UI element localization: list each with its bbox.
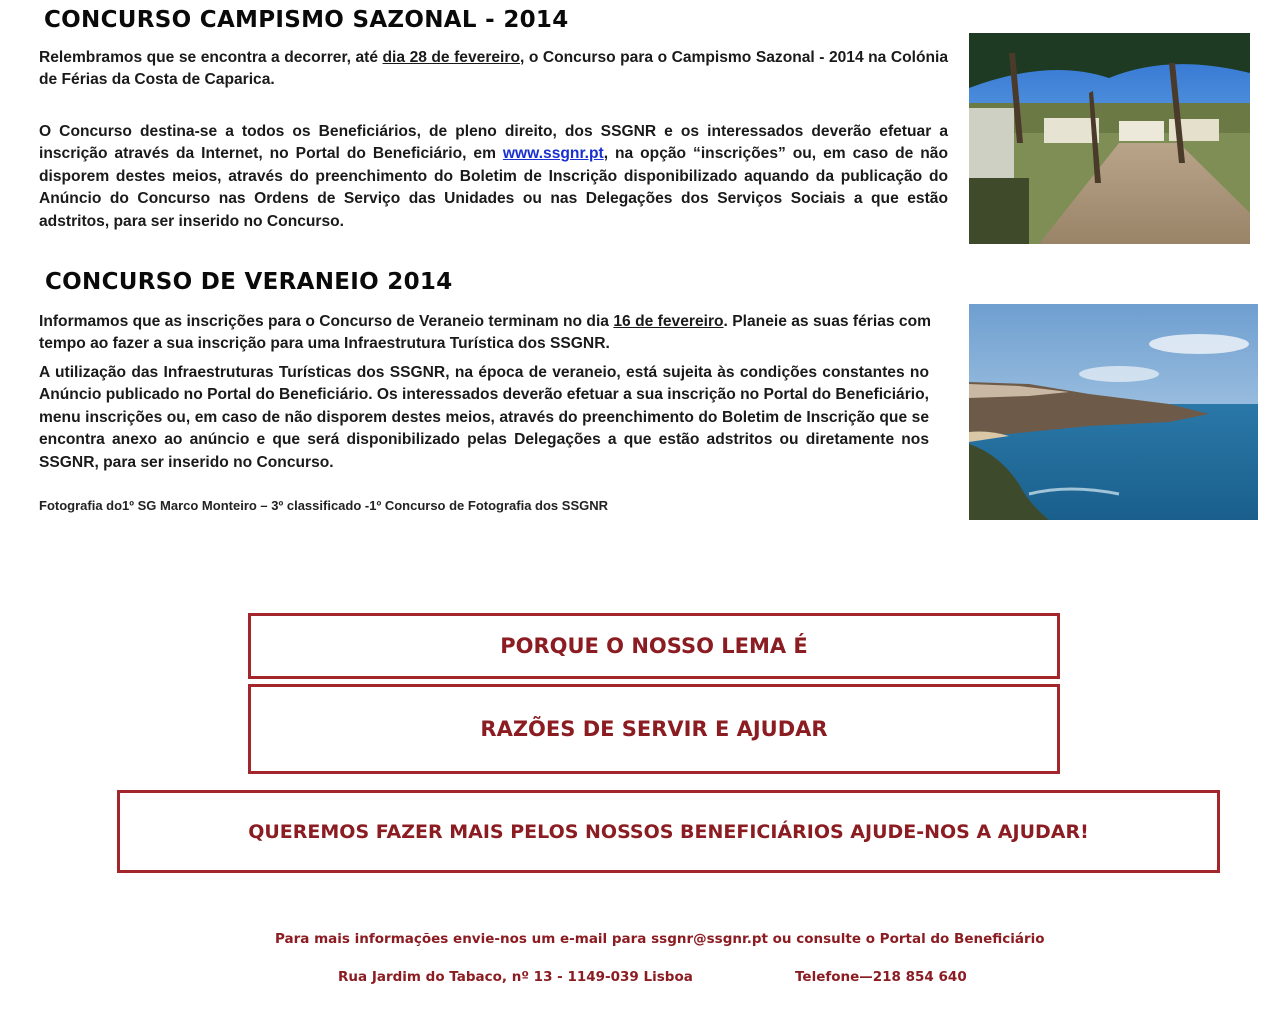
veraneio-deadline-date: 16 de fevereiro: [613, 313, 724, 330]
coast-photo-image: [969, 304, 1258, 520]
campismo-p1-text-a: Relembramos que se encontra a decorrer, até: [39, 49, 383, 66]
campsite-photo: [969, 33, 1250, 244]
motto-box-2: [248, 684, 1060, 774]
campismo-p1-text-b: , o Concurso para o Campismo Sazonal - 2014 na Colónia de Férias da Costa de Caparica.: [39, 49, 949, 89]
footer-phone: Telefone—218 854 640: [795, 969, 967, 985]
veraneio-paragraph-1: [39, 311, 931, 356]
veraneio-p1-text-a: Informamos que as inscrições para o Concurso de Veraneio terminam no dia: [39, 313, 614, 330]
veraneio-p1-text-b: . Planeie as suas férias com tempo ao fazer a sua inscrição para uma Infraestrutura Turística dos SSGNR.: [39, 313, 931, 353]
campismo-paragraph-1: [39, 47, 948, 92]
photo-caption: Fotografia do1º SG Marco Monteiro – 3º classificado -1º Concurso de Fotografia dos SSGNR: [39, 498, 608, 513]
campismo-paragraph-2: [39, 121, 948, 233]
campismo-deadline-date: dia 28 de fevereiro: [382, 49, 520, 66]
motto-box-1: [248, 613, 1060, 679]
campismo-title: CONCURSO CAMPISMO SAZONAL - 2014: [44, 7, 569, 33]
campsite-photo-image: [969, 33, 1250, 244]
campismo-p2-text-b: , na opção “inscrições” ou, em caso de não disporem destes meios, através do preenchimento do Boletim de Inscrição disponibilizado aquando da publicação do Anúncio do Concurso nas Ordens de Serviço das Unidades ou nas Delegações dos Serviços Sociais a que estão adstritos, para ser inserido no Concurso.: [39, 145, 948, 230]
motto-line-3: QUEREMOS FAZER MAIS PELOS NOSSOS BENEFICIÁRIOS AJUDE-NOS A AJUDAR!: [248, 820, 1089, 843]
ssgnr-website-link[interactable]: www.ssgnr.pt: [502, 145, 604, 163]
veraneio-title: CONCURSO DE VERANEIO 2014: [45, 269, 453, 295]
footer-address: Rua Jardim do Tabaco, nº 13 - 1149-039 Lisboa: [338, 969, 693, 985]
motto-box-3: [117, 790, 1220, 873]
footer-contact-info: Para mais informações envie-nos um e-mail para ssgnr@ssgnr.pt ou consulte o Portal do Beneficiário: [275, 931, 1045, 947]
motto-line-1: PORQUE O NOSSO LEMA É: [500, 634, 808, 658]
veraneio-paragraph-2: A utilização das Infraestruturas Turísticas dos SSGNR, na época de veraneio, está sujeita às condições constantes no Anúncio publicado no Portal do Beneficiário. Os interessados deverão efetuar a sua inscrição no Portal do Beneficiário, menu inscrições ou, em caso de não disporem destes meios, através do preenchimento do Boletim de Inscrição que se encontra anexo ao anúncio e que será disponibilizado pelas Delegações a que estão adstritos ou diretamente nos SSGNR, para ser inserido no Concurso.: [39, 364, 929, 471]
campismo-p2-text-a: O Concurso destina-se a todos os Beneficiários, de pleno direito, dos SSGNR e os interessados deverão efetuar a inscrição através da Internet, no Portal do Beneficiário, em: [39, 123, 948, 163]
motto-line-2: RAZÕES DE SERVIR E AJUDAR: [480, 717, 828, 741]
coast-photo: [969, 304, 1258, 520]
